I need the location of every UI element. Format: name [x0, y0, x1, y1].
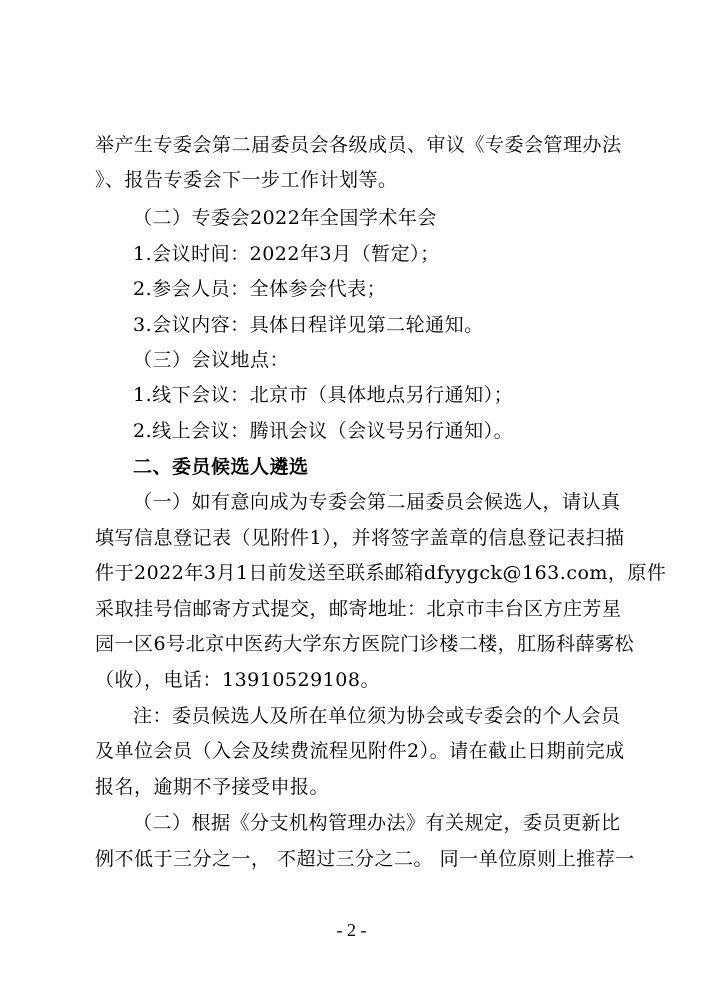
- participants-line: 2.参会人员：全体参会代表；: [133, 278, 387, 300]
- section-heading-annual-meeting: （二）专委会2022年全国学术年会: [133, 207, 437, 229]
- candidate-paragraph-line-2: 填写信息登记表（见附件1），并将签字盖章的信息登记表扫描: [95, 527, 625, 549]
- offline-meeting-line: 1.线下会议：北京市（具体地点另行通知）；: [133, 384, 514, 406]
- note-line-2: 及单位会员（入会及续费流程见附件2）。请在截止日期前完成: [95, 740, 625, 762]
- online-meeting-line: 2.线上会议：腾讯会议（会议号另行通知）。: [133, 420, 514, 442]
- page-number: - 2 -: [336, 920, 367, 940]
- section-heading-candidate-selection: 二、委员候选人遴选: [133, 456, 309, 478]
- candidate-paragraph-line-1: （一）如有意向成为专委会第二届委员会候选人，请认真: [133, 491, 621, 513]
- candidate-paragraph-line-5: 园一区6号北京中医药大学东方医院门诊楼二楼，肛肠科薛雾松: [95, 633, 635, 655]
- meeting-time-line: 1.会议时间：2022年3月（暂定）；: [133, 243, 440, 265]
- rules-paragraph-line-1: （二）根据《分支机构管理办法》有关规定，委员更新比: [133, 812, 621, 834]
- body-line-2: 》、报告专委会下一步工作计划等。: [95, 169, 398, 191]
- body-line-1: 举产生专委会第二届委员会各级成员、审议《专委会管理办法: [95, 134, 622, 156]
- meeting-content-line: 3.会议内容：具体日程详见第二轮通知。: [133, 314, 484, 336]
- candidate-paragraph-line-3: 件于2022年3月1日前发送至联系邮箱dfyygck@163.com，原件: [95, 562, 667, 584]
- note-line-3: 报名，逾期不予接受申报。: [95, 776, 330, 798]
- candidate-paragraph-line-6: （收），电话：13910529108。: [95, 669, 380, 691]
- candidate-paragraph-line-4: 采取挂号信邮寄方式提交，邮寄地址：北京市丰台区方庄芳星: [95, 598, 622, 620]
- rules-paragraph-line-2: 例不低于三分之一， 不超过三分之二。 同一单位原则上推荐一: [95, 848, 635, 870]
- section-heading-venue: （三）会议地点：: [133, 349, 290, 371]
- note-line-1: 注：委员候选人及所在单位须为协会或专委会的个人会员: [133, 705, 621, 727]
